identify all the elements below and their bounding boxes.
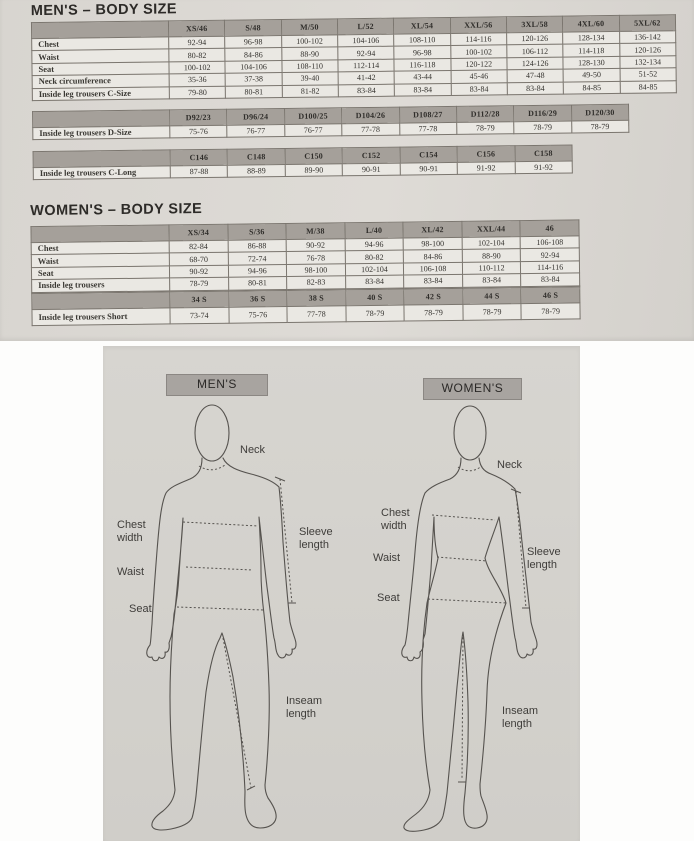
mens-neck-line: [199, 465, 225, 470]
size-value-cell: 80-81: [228, 277, 287, 290]
size-value-cell: 83-84: [507, 82, 563, 95]
size-value-cell: 82-84: [169, 240, 228, 253]
size-column-header: 46: [520, 220, 579, 237]
size-column-header: S/36: [227, 223, 286, 240]
size-column-header: 34 S: [170, 291, 229, 308]
corner-cell: [31, 21, 168, 39]
size-value-cell: 80-82: [345, 250, 404, 263]
measurement-row-label: Inside leg trousers: [32, 278, 170, 292]
size-value-cell: 88-90: [281, 47, 337, 60]
size-value-cell: 92-94: [338, 47, 394, 60]
mens-d-size-table: [32, 104, 629, 141]
corner-cell: [32, 292, 170, 310]
size-value-cell: 90-91: [400, 162, 458, 175]
size-column-header: D112/28: [456, 106, 514, 123]
size-value-cell: 75-76: [170, 125, 228, 138]
size-value-cell: 116-118: [394, 58, 450, 71]
size-value-cell: 100-102: [450, 45, 506, 58]
size-column-header: 36 S: [228, 290, 287, 307]
size-value-cell: 86-88: [228, 239, 287, 252]
mens-main-size-table: [31, 14, 677, 101]
measurement-diagram-photo: [103, 346, 580, 841]
womens-chest-width-label: Chest width: [381, 507, 410, 533]
womens-inseam-length-label: Inseam length: [502, 705, 539, 731]
size-value-cell: 78-79: [571, 120, 629, 133]
size-value-cell: 76-77: [227, 125, 285, 138]
size-column-header: 40 S: [345, 289, 404, 306]
size-value-cell: 45-46: [451, 70, 507, 83]
size-value-cell: 108-110: [394, 33, 450, 46]
size-value-cell: 114-118: [563, 44, 619, 57]
size-value-cell: 49-50: [563, 69, 619, 82]
size-value-cell: 108-110: [282, 60, 338, 73]
womens-waist-label: Waist: [373, 552, 401, 564]
womens-chest-line: [432, 515, 495, 520]
size-column-header: M/38: [286, 223, 345, 240]
womens-inseam-line: [462, 633, 463, 780]
measurement-row-label: Seat: [31, 266, 169, 280]
size-value-cell: 83-84: [345, 275, 404, 288]
size-value-cell: 128-130: [563, 56, 619, 69]
size-value-cell: 106-108: [404, 262, 463, 275]
measurement-row-label: Inside leg trousers C-Long: [33, 166, 170, 180]
corner-cell: [31, 225, 169, 243]
size-column-header: 4XL/60: [563, 15, 620, 32]
size-value-cell: 51-52: [620, 68, 677, 81]
mens-seat-line: [177, 607, 263, 610]
size-value-cell: 98-100: [403, 237, 462, 250]
size-value-cell: 76-77: [284, 124, 342, 137]
corner-cell: [33, 110, 170, 128]
size-value-cell: 81-82: [282, 84, 338, 97]
size-column-header: C156: [457, 146, 515, 163]
size-value-cell: 100-102: [169, 61, 225, 74]
size-value-cell: 39-40: [282, 72, 338, 85]
measurement-row-label: Waist: [31, 253, 169, 267]
size-column-header: 44 S: [463, 288, 522, 305]
size-value-cell: 114-116: [521, 261, 580, 274]
size-value-cell: 83-84: [404, 275, 463, 288]
measurement-row-label: Neck circumference: [32, 74, 169, 88]
size-value-cell: 83-84: [451, 82, 507, 95]
measurement-row-label: Inside leg trousers D-Size: [33, 126, 170, 140]
size-value-cell: 104-106: [338, 34, 394, 47]
size-column-header: 38 S: [287, 290, 346, 307]
size-value-cell: 132-134: [620, 56, 677, 69]
size-value-cell: 106-112: [507, 44, 563, 57]
size-value-cell: 91-92: [457, 162, 515, 175]
size-value-cell: 84-86: [404, 250, 463, 263]
size-column-header: D104/26: [342, 107, 400, 124]
size-value-cell: 78-79: [170, 277, 229, 290]
size-value-cell: 83-84: [462, 274, 521, 287]
size-value-cell: 88-89: [228, 165, 286, 178]
size-value-cell: 68-70: [169, 253, 228, 266]
corner-cell: [33, 150, 170, 168]
size-column-header: C152: [342, 147, 400, 164]
size-value-cell: 96-98: [225, 36, 281, 49]
size-value-cell: 88-90: [462, 249, 521, 262]
womens-main-size-table: [30, 219, 580, 292]
size-value-cell: 73-74: [170, 307, 229, 324]
size-value-cell: 89-90: [285, 164, 343, 177]
measurement-row-label: Inside leg trousers Short: [32, 308, 170, 326]
mens-section-title: MEN'S – BODY SIZE: [30, 1, 178, 20]
size-value-cell: 114-116: [450, 33, 506, 46]
size-value-cell: 110-112: [462, 261, 521, 274]
size-column-header: XL/54: [394, 17, 451, 34]
size-value-cell: 76-78: [286, 251, 345, 264]
size-value-cell: 35-36: [169, 73, 225, 86]
womens-figure-label-box: WOMEN'S: [423, 378, 522, 400]
size-value-cell: 83-84: [395, 83, 451, 96]
size-value-cell: 120-126: [507, 32, 563, 45]
size-value-cell: 79-80: [169, 86, 225, 99]
size-column-header: D92/23: [170, 109, 228, 126]
mens-c-long-grid: [33, 144, 573, 180]
size-column-header: XS/46: [168, 20, 225, 37]
size-column-header: C146: [170, 149, 228, 166]
mens-chest-width-label: Chest width: [117, 519, 146, 545]
size-column-header: D108/27: [399, 106, 457, 123]
mens-sleeve-length-label: Sleeve length: [299, 526, 333, 552]
womens-sleeve-length-label: Sleeve length: [527, 546, 561, 572]
womens-seat-line: [428, 599, 507, 603]
size-value-cell: 84-85: [620, 80, 677, 93]
mens-inseam-length-label: Inseam length: [286, 695, 323, 721]
mens-waist-line: [186, 567, 253, 570]
size-value-cell: 78-79: [514, 121, 572, 134]
size-column-header: XS/34: [169, 224, 228, 241]
size-value-cell: 92-94: [169, 36, 225, 49]
womens-section-title: WOMEN'S – BODY SIZE: [30, 201, 203, 220]
size-value-cell: 94-96: [228, 264, 287, 277]
size-value-cell: 83-84: [338, 84, 394, 97]
size-value-cell: 98-100: [287, 264, 346, 277]
size-column-header: 42 S: [404, 288, 463, 305]
measurement-row-label: Chest: [32, 37, 169, 51]
womens-short-grid: [31, 286, 580, 326]
size-value-cell: 77-78: [399, 122, 457, 135]
size-value-cell: 78-79: [457, 122, 515, 135]
size-column-header: C148: [227, 149, 285, 166]
size-value-cell: 112-114: [338, 59, 394, 72]
size-value-cell: 77-78: [342, 123, 400, 136]
size-column-header: C150: [285, 148, 343, 165]
size-column-header: M/50: [281, 19, 338, 36]
size-column-header: XXL/44: [462, 221, 521, 238]
size-value-cell: 100-102: [281, 35, 337, 48]
size-column-header: 5XL/62: [619, 15, 676, 32]
mens-d-size-grid: [32, 104, 629, 141]
size-value-cell: 78-79: [463, 304, 522, 321]
mens-sleeve-ticks: [275, 477, 296, 603]
size-column-header: D96/24: [227, 109, 285, 126]
womens-neck-line: [458, 466, 482, 471]
womens-main-grid: [30, 219, 580, 292]
size-column-header: C154: [400, 146, 458, 163]
womens-head: [454, 406, 486, 460]
size-value-cell: 72-74: [228, 252, 287, 265]
size-value-cell: 75-76: [229, 306, 288, 323]
mens-chest-line: [183, 522, 258, 526]
size-tables-content: [0, 0, 694, 341]
mens-waist-label: Waist: [117, 566, 145, 578]
mens-figure: [147, 405, 296, 830]
size-value-cell: 94-96: [345, 238, 404, 251]
womens-waist-line: [437, 557, 487, 561]
size-value-cell: 41-42: [338, 71, 394, 84]
size-value-cell: 106-108: [520, 236, 579, 249]
size-value-cell: 128-134: [563, 31, 619, 44]
size-column-header: XL/42: [403, 221, 462, 238]
size-value-cell: 91-92: [515, 161, 573, 174]
size-value-cell: 84-86: [225, 48, 281, 61]
size-value-cell: 124-126: [507, 57, 563, 70]
size-column-header: 3XL/58: [506, 16, 563, 33]
size-value-cell: 77-78: [287, 306, 346, 323]
womens-neck-label: Neck: [497, 459, 523, 471]
mens-figure-label-box: MEN'S: [166, 374, 268, 396]
mens-seat-label: Seat: [129, 603, 152, 615]
body-figures-illustration: [103, 346, 580, 841]
size-value-cell: 96-98: [394, 46, 450, 59]
size-value-cell: 78-79: [346, 305, 405, 322]
size-value-cell: 136-142: [619, 31, 676, 44]
size-value-cell: 90-92: [169, 265, 228, 278]
size-value-cell: 47-48: [507, 69, 563, 82]
size-value-cell: 90-92: [286, 239, 345, 252]
size-value-cell: 80-81: [226, 85, 282, 98]
size-value-cell: 43-44: [394, 71, 450, 84]
size-value-cell: 102-104: [462, 237, 521, 250]
size-value-cell: 90-91: [342, 163, 400, 176]
size-value-cell: 37-38: [225, 73, 281, 86]
size-column-header: 46 S: [521, 287, 580, 304]
size-value-cell: 104-106: [225, 60, 281, 73]
measurement-row-label: Chest: [31, 241, 169, 255]
measurement-row-label: Seat: [32, 62, 169, 76]
size-column-header: D116/29: [514, 105, 572, 122]
size-column-header: S/48: [225, 20, 282, 37]
size-value-cell: 78-79: [404, 304, 463, 321]
size-value-cell: 83-84: [521, 273, 580, 286]
size-value-cell: 84-85: [564, 81, 620, 94]
size-value-cell: 87-88: [170, 165, 228, 178]
mens-head: [195, 405, 229, 461]
mens-inseam-line: [223, 638, 251, 788]
size-value-cell: 80-82: [169, 49, 225, 62]
measurement-row-label: Waist: [32, 49, 169, 63]
size-column-header: D100/25: [284, 108, 342, 125]
size-column-header: L/52: [337, 18, 394, 35]
size-value-cell: 102-104: [345, 263, 404, 276]
size-tables-photo: [0, 0, 694, 341]
measurement-row-label: Inside leg trousers C-Size: [32, 86, 169, 100]
size-value-cell: 120-122: [451, 58, 507, 71]
size-value-cell: 120-126: [619, 43, 676, 56]
womens-seat-label: Seat: [377, 592, 400, 604]
size-column-header: D120/30: [571, 104, 629, 121]
mens-main-grid: [31, 14, 677, 101]
size-value-cell: 82-83: [287, 276, 346, 289]
mens-c-long-table: [33, 144, 573, 180]
size-column-header: L/40: [345, 222, 404, 239]
size-column-header: XXL/56: [450, 17, 507, 34]
size-value-cell: 78-79: [521, 303, 580, 320]
mens-neck-label: Neck: [240, 444, 266, 456]
size-value-cell: 92-94: [521, 248, 580, 261]
womens-short-size-table: [31, 286, 580, 326]
mens-body-outline: [147, 458, 296, 830]
size-column-header: C158: [515, 145, 573, 162]
womens-sleeve-line: [516, 491, 526, 608]
